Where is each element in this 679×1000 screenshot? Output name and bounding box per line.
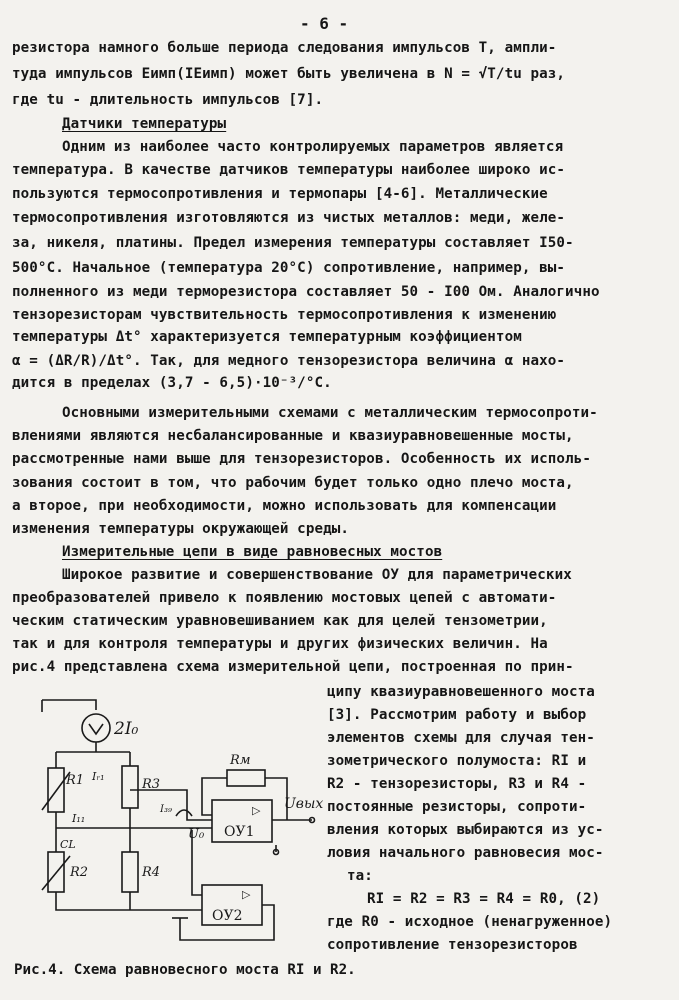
r1-label: R1 — [66, 773, 85, 788]
figure-caption: Рис.4. Схема равновесного моста RI и R2. — [14, 962, 356, 978]
text-line: а второе, при необходимости, можно использовать для компенсации — [12, 498, 557, 514]
text-line: Основными измерительными схемами с металлическим термосопроти- — [62, 405, 598, 421]
text-line: пользуются термосопротивления и термопары [4-6]. Металлические — [12, 186, 548, 202]
text-line: вления которых выбираются из ус- — [327, 822, 604, 838]
text-line: зования состоит в том, что рабочим будет только одно плечо моста, — [12, 475, 574, 491]
text-line: зометрического полумоста: RI и — [327, 753, 587, 769]
resistor-r4 — [122, 852, 138, 892]
text-line: ловия начального равновесия мос- — [327, 845, 604, 861]
text-line: влениями являются несбалансированные и квазиуравновешенные мосты, — [12, 428, 574, 444]
text-line: рассмотренные нами выше для тензорезисторов. Особенность их исполь- — [12, 451, 591, 467]
current-source — [82, 714, 110, 742]
wire — [42, 700, 82, 712]
u0-label: U₀ — [188, 827, 205, 842]
circuit-figure — [12, 680, 332, 960]
text-line: ческим статическим уравновешиванием как для целей тензометрии, — [12, 613, 548, 629]
text-line: изменения температуры окружающей среды. — [12, 521, 350, 537]
text-line: [3]. Рассмотрим работу и выбор — [327, 707, 587, 723]
text-line: резистора намного больше периода следования импульсов Т, ампли- — [12, 40, 557, 56]
text-line: рис.4 представлена схема измерительной цепи, построенная по прин- — [12, 659, 574, 675]
text-line: та: — [347, 868, 373, 884]
text-line: дится в пределах (3,7 - 6,5)·10⁻³/°C. — [12, 375, 332, 391]
text-line: постоянные резисторы, сопроти- — [327, 799, 587, 815]
section-heading: Датчики температуры — [62, 116, 227, 132]
c-label: CL — [60, 838, 76, 851]
current-mid-label: I₁₁ — [72, 812, 86, 825]
source-label: 2I₀ — [114, 719, 139, 739]
r4-label: R4 — [142, 865, 161, 880]
rm-label: Rм — [230, 753, 251, 768]
text-line: где R0 - исходное (ненагруженное) — [327, 914, 613, 930]
text-line: преобразователей привело к появлению мостовых цепей с автомати- — [12, 590, 557, 606]
text-line: α = (ΔR/R)/Δt°. Так, для медного тензорезистора величина α нахо- — [12, 353, 566, 369]
text-line: элементов схемы для случая тен- — [327, 730, 595, 746]
r3-label: R3 — [142, 777, 161, 792]
opamp2-triangle-icon: ▷ — [242, 888, 251, 901]
equation: RI = R2 = R3 = R4 = R0, (2) — [367, 891, 601, 907]
current-r1-label: Iᵣ₁ — [92, 770, 105, 783]
text-line: температуры Δt° характеризуется температурным коэффициентом — [12, 329, 522, 345]
text-line: сопротивление тензорезисторов — [327, 937, 578, 953]
text-line: Широкое развитие и совершенствование ОУ для параметрических — [62, 567, 572, 583]
text-line: тензорезисторам чувствительность термосопротивления к изменению — [12, 307, 557, 323]
opamp1-label: ОУ1 — [224, 824, 255, 840]
current-out-label: I₃₉ — [160, 804, 172, 815]
text-line: R2 - тензорезисторы, R3 и R4 - — [327, 776, 587, 792]
opamp2-label: ОУ2 — [212, 908, 243, 924]
text-line: термосопротивления изготовляются из чистых металлов: меди, желе- — [12, 210, 566, 226]
r2-label: R2 — [70, 865, 89, 880]
text-line: температура. В качестве датчиков температуры наиболее широко ис- — [12, 162, 566, 178]
text-line: туда импульсов Eимп(IЕимп) может быть увеличена в N = √T/tu раз, — [12, 66, 566, 82]
section-heading: Измерительные цепи в виде равновесных мостов — [62, 544, 443, 560]
text-line: ципу квазиуравновешенного моста — [327, 684, 595, 700]
resistor-rm — [227, 770, 265, 786]
opamp1-triangle-icon: ▷ — [252, 804, 261, 817]
text-line: полненного из меди терморезистора составляет 50 - I00 Ом. Аналогично — [12, 284, 600, 300]
resistor-r3 — [122, 766, 138, 808]
text-line: так и для контроля температуры и других физических величин. На — [12, 636, 548, 652]
text-line: Одним из наиболее часто контролируемых параметров является — [62, 139, 564, 155]
text-line: 500°С. Начальное (температура 20°С) сопротивление, например, вы- — [12, 260, 566, 276]
text-line: за, никеля, платины. Предел измерения температуры составляет I50- — [12, 235, 574, 251]
uout-label: Uвых — [284, 796, 324, 812]
page-number: - 6 - — [300, 14, 349, 33]
text-line: где tu - длительность импульсов [7]. — [12, 92, 324, 108]
bridge-circuit-diagram — [12, 680, 332, 960]
